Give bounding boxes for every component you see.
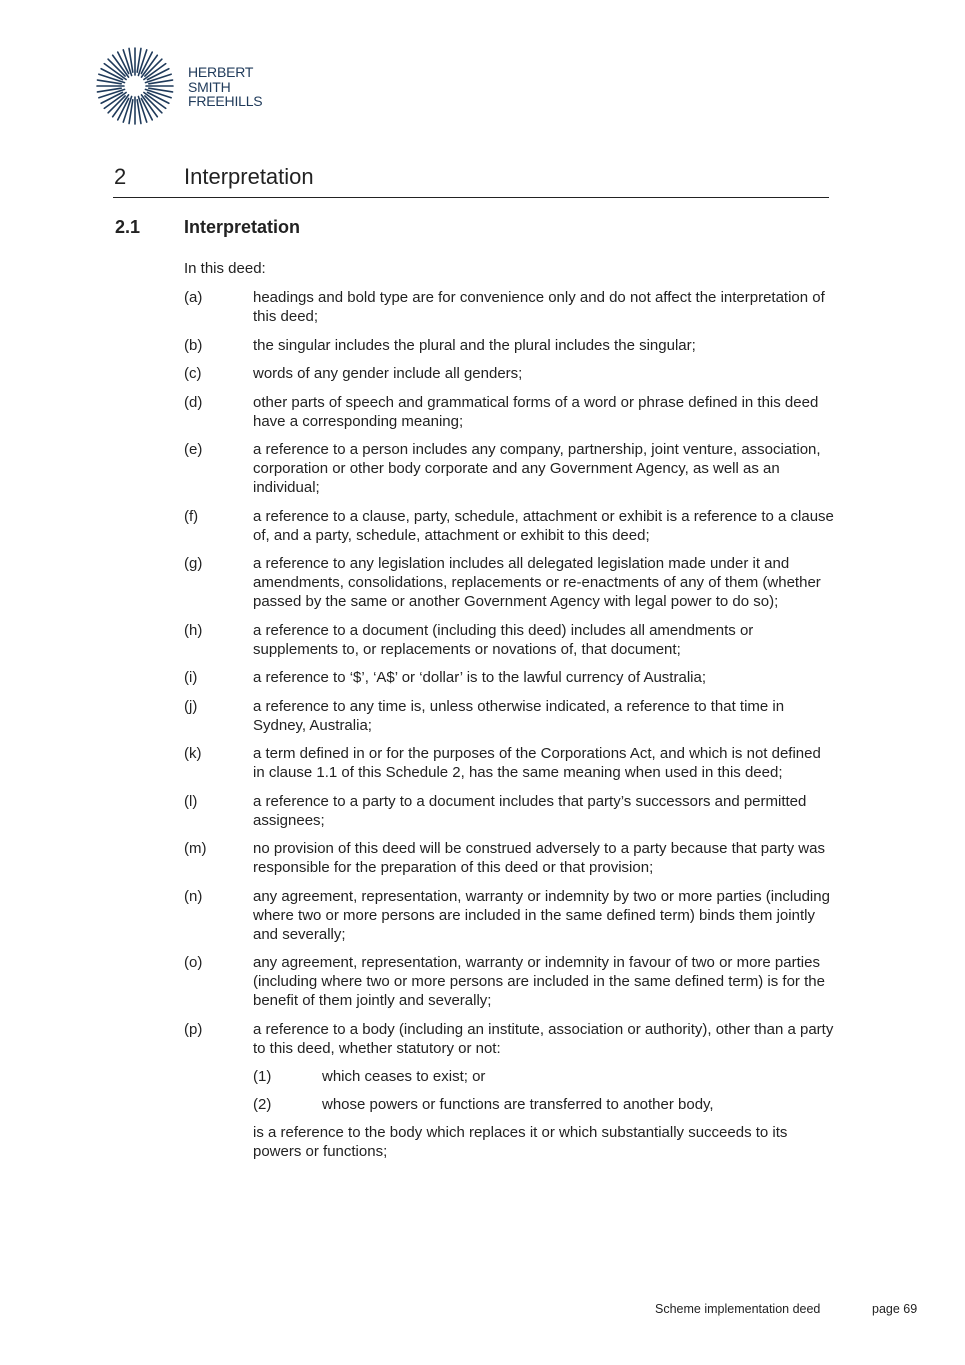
list-item (184, 792, 834, 830)
list-item (184, 288, 834, 326)
item-label: (g) (184, 555, 203, 572)
item-text: other parts of speech and grammatical forms of a word or phrase defined in this deed have a corresponding meaning; (253, 393, 819, 430)
section-heading (113, 163, 829, 198)
subsection-title: Interpretation (184, 217, 301, 237)
item-text: a reference to any time is, unless otherwise indicated, a reference to that time in Sydney, Australia; (253, 697, 785, 734)
list-item (184, 744, 834, 782)
item-label: (l) (184, 792, 198, 810)
item-text: a reference to any legislation includes all delegated legislation made under it and amendments, consolidations, replacements or re-enactments of any of them (whether passed by the same or another Government Agency with legal power to do so); (253, 555, 821, 610)
item-text: words of any gender include all genders; (253, 365, 523, 382)
list-item (184, 554, 834, 611)
list-item (184, 1020, 834, 1161)
item-text: a reference to ‘$’, ‘A$’ or ‘dollar’ is to the lawful currency of Australia; (253, 669, 706, 686)
item-text: a reference to a party to a document includes that party’s successors and permitted assignees; (253, 792, 807, 829)
firm-logo-mark (96, 47, 174, 130)
item-label: (e) (184, 441, 203, 458)
item-text: a reference to a clause, party, schedule, attachment or exhibit is a reference to a clause of, and a party, schedule, attachment or exhibit to this deed; (253, 507, 834, 544)
sub-item-label: (2) (253, 1095, 272, 1113)
item-label: (d) (184, 393, 203, 411)
sub-item-text: whose powers or functions are transferred to another body, (322, 1095, 714, 1113)
list-item (184, 507, 834, 545)
item-tail-text: is a reference to the body which replaces it or which substantially succeeds to its powers or functions; (253, 1123, 788, 1160)
item-label: (a) (184, 289, 203, 306)
logo-line-3: FREEHILLS (188, 93, 263, 109)
item-label: (f) (184, 507, 199, 525)
list-item (184, 697, 834, 735)
footer-document-title: Scheme implementation deed (655, 1302, 821, 1316)
subsection-number: 2.1 (115, 217, 141, 237)
item-text: a reference to a body (including an institute, association or authority), other than a party to this deed, whether statutory or not: (253, 1020, 834, 1057)
interpretation-list (184, 288, 834, 1170)
list-item (184, 953, 834, 1010)
section-number: 2 (114, 164, 127, 189)
list-item (184, 393, 834, 431)
sub-list-item (253, 1095, 834, 1114)
list-item (184, 440, 834, 497)
item-text: a term defined in or for the purposes of the Corporations Act, and which is not defined in clause 1.1 of this Schedule 2, has the same meaning when used in this deed; (253, 745, 821, 781)
item-label: (i) (184, 669, 198, 686)
item-text: any agreement, representation, warranty or indemnity by two or more parties (including where two or more persons are included in the same defined term) binds them jointly and severally; (253, 887, 830, 943)
list-item (184, 668, 834, 687)
item-label: (o) (184, 954, 203, 971)
sub-list-item (253, 1067, 834, 1086)
list-item (184, 839, 834, 877)
logo-line-2: SMITH (188, 78, 231, 95)
item-text: a reference to a person includes any company, partnership, joint venture, association, corporation or other body corporate and any Government Agency, as well as an individual; (253, 441, 821, 496)
item-label: (c) (184, 365, 202, 382)
item-label: (h) (184, 621, 203, 639)
list-item (184, 887, 834, 944)
item-label: (m) (184, 840, 207, 857)
item-text: the singular includes the plural and the plural includes the singular; (253, 336, 696, 354)
footer-page-number: page 69 (872, 1302, 918, 1316)
item-label: (k) (184, 745, 202, 762)
list-item (184, 364, 834, 383)
item-text: a reference to a document (including this deed) includes all amendments or supplements to, or replacements or novations of, that document; (253, 621, 754, 658)
firm-logo-text (188, 65, 262, 109)
sub-item-text: which ceases to exist; or (322, 1067, 486, 1085)
sub-item-label: (1) (253, 1067, 272, 1085)
item-text: any agreement, representation, warranty or indemnity in favour of two or more parties (including where two or more persons are included in the same defined term) is for the benefit of them jointly and severally; (253, 954, 825, 1009)
section-title: Interpretation (184, 164, 314, 189)
item-label: (p) (184, 1020, 203, 1038)
item-label: (n) (184, 887, 203, 905)
sunburst-icon (96, 47, 174, 125)
item-text: no provision of this deed will be construed adversely to a party because that party was responsible for the preparation of this deed or that provision; (253, 840, 825, 876)
item-label: (j) (184, 697, 198, 715)
intro-text: In this deed: (184, 260, 266, 277)
logo-line-1: HERBERT (188, 64, 254, 80)
list-item (184, 336, 834, 355)
list-item (184, 621, 834, 659)
item-label: (b) (184, 336, 203, 354)
item-text: headings and bold type are for convenience only and do not affect the interpretation of this deed; (253, 289, 825, 325)
